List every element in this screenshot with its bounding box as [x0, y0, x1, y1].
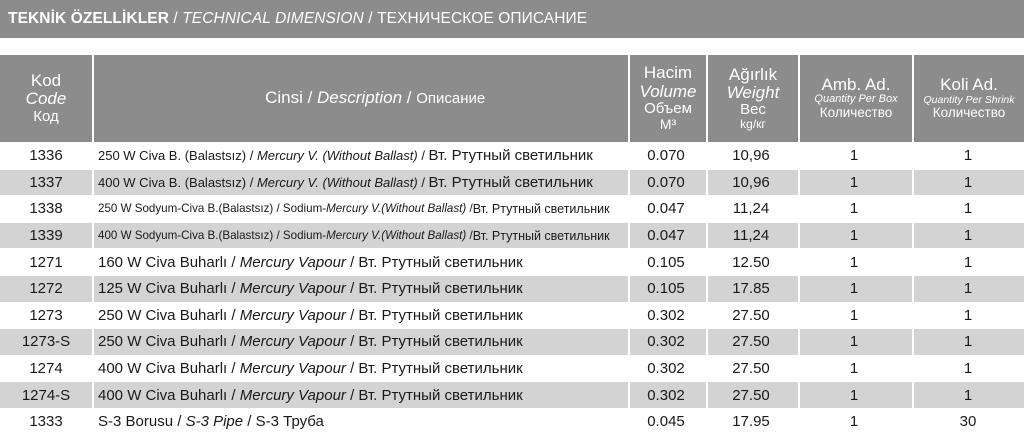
cell-volume: 0.302: [647, 386, 685, 404]
desc-ru: Вт. Ртутный светильник: [358, 360, 523, 378]
column-divider: [798, 409, 800, 435]
header-desc-tr: Cinsi: [265, 88, 303, 108]
header-description: [92, 55, 628, 142]
column-divider: [706, 409, 708, 435]
desc-ru: Вт. Ртутный светильник: [358, 306, 523, 324]
cell-weight: 27.50: [732, 386, 770, 404]
column-divider: [912, 196, 914, 222]
desc-sep-2: /: [417, 174, 429, 190]
desc-sep-2: /: [345, 280, 359, 298]
cell-description: [98, 409, 626, 435]
cell-amb: 1: [849, 173, 859, 191]
cell-description: [98, 196, 626, 222]
cell-weight: 10,96: [732, 147, 770, 165]
desc-tr: 125 W Civa Buharlı: [98, 280, 228, 298]
column-divider: [912, 303, 914, 329]
column-divider: [628, 356, 630, 382]
desc-ru: Вт. Ртутный светильник: [358, 253, 523, 271]
header-volume-en: Volume: [639, 81, 697, 101]
column-divider: [628, 409, 630, 435]
column-divider: [912, 382, 914, 408]
column-divider: [92, 276, 94, 302]
desc-sep-2: /: [466, 202, 473, 216]
desc-sep-2: /: [345, 386, 359, 404]
cell-amb: 1: [849, 227, 859, 245]
cell-description: [98, 223, 626, 249]
title-sep-2: /: [363, 10, 378, 27]
cell-code: 1337: [29, 173, 63, 191]
column-divider: [706, 276, 708, 302]
desc-en: Mercury Vapour: [239, 306, 346, 324]
table-row: [0, 275, 1024, 302]
cell-code: 1274: [29, 360, 63, 378]
header-weight-en: Weight: [726, 82, 780, 102]
cell-description: [98, 382, 626, 408]
desc-tr: 400 W Civa Buharlı: [98, 386, 228, 404]
column-divider: [628, 329, 630, 355]
title-sep-1: /: [169, 10, 183, 27]
header-amb-ru: Количество: [819, 105, 893, 121]
header-desc-sep-1: /: [302, 88, 318, 108]
desc-sep-1: /: [227, 280, 240, 298]
desc-ru: Вт. Ртутный светильник: [358, 333, 523, 351]
table-body: [0, 142, 1024, 435]
header-amb-tr: Amb. Ad.: [821, 75, 891, 95]
column-divider: [912, 223, 914, 249]
desc-ru: Вт. Ртутный светильник: [428, 173, 593, 191]
title-bar: [0, 0, 1024, 38]
header-koli: [912, 55, 1024, 142]
column-divider: [628, 196, 630, 222]
column-divider: [798, 303, 800, 329]
cell-volume: 0.047: [647, 227, 685, 245]
table-row: [0, 408, 1024, 435]
desc-sep-1: /: [246, 174, 257, 190]
cell-weight: 10,96: [732, 173, 770, 191]
header-code-ru: Код: [33, 107, 59, 125]
cell-koli: 1: [963, 173, 973, 191]
cell-code: 1273: [29, 306, 63, 324]
column-divider: [706, 196, 708, 222]
desc-ru: Вт. Ртутный светильник: [358, 386, 523, 404]
header-volume-ru: Объем: [644, 100, 692, 118]
cell-koli: 1: [963, 227, 973, 245]
desc-en: Mercury V.(Without Ballast): [326, 202, 467, 216]
cell-description: [98, 329, 626, 355]
cell-koli: 1: [963, 360, 973, 378]
desc-ru: Вт. Ртутный светильник: [472, 228, 610, 243]
cell-volume: 0.302: [647, 360, 685, 378]
cell-volume: 0.047: [647, 200, 685, 218]
header-volume-tr: Hacim: [643, 63, 693, 83]
desc-tr: 250 W Civa B. (Balastsız): [98, 148, 247, 164]
desc-sep-1: /: [227, 253, 240, 271]
cell-code: 1338: [29, 200, 63, 218]
cell-amb: 1: [849, 360, 859, 378]
column-divider: [706, 143, 708, 169]
table-row: [0, 381, 1024, 408]
cell-code: 1272: [29, 280, 63, 298]
desc-ru: Вт. Ртутный светильник: [358, 280, 523, 298]
desc-en: Mercury Vapour: [239, 253, 346, 271]
column-divider: [798, 356, 800, 382]
cell-volume: 0.105: [647, 280, 685, 298]
column-divider: [628, 382, 630, 408]
desc-tr: 400 W Sodyum-Civa B.(Balastsız) / Sodium-: [98, 229, 327, 243]
column-divider: [798, 143, 800, 169]
column-divider: [912, 329, 914, 355]
column-divider: [92, 303, 94, 329]
desc-en: Mercury Vapour: [239, 360, 346, 378]
column-divider: [798, 249, 800, 275]
cell-amb: 1: [849, 147, 859, 165]
column-divider: [92, 196, 94, 222]
column-divider: [798, 276, 800, 302]
column-divider: [706, 382, 708, 408]
header-koli-ru: Количество: [932, 105, 1006, 121]
desc-sep-2: /: [345, 360, 359, 378]
column-divider: [92, 170, 94, 196]
cell-code: 1274-S: [21, 386, 71, 404]
header-desc-sep-2: /: [402, 88, 417, 108]
table-row: [0, 302, 1024, 329]
column-divider: [912, 356, 914, 382]
table-row: [0, 142, 1024, 169]
column-divider: [92, 143, 94, 169]
desc-sep-2: /: [345, 253, 359, 271]
column-divider: [798, 329, 800, 355]
table-row: [0, 355, 1024, 382]
header-weight-unit: kg/кг: [740, 117, 766, 132]
cell-description: [98, 356, 626, 382]
cell-weight: 11,24: [732, 200, 770, 218]
desc-sep-1: /: [173, 413, 186, 431]
cell-amb: 1: [849, 333, 859, 351]
desc-en: S-3 Pipe: [185, 413, 244, 431]
desc-sep-2: /: [466, 229, 473, 243]
column-divider: [798, 196, 800, 222]
table-row: [0, 222, 1024, 249]
cell-volume: 0.105: [647, 253, 685, 271]
column-divider: [798, 223, 800, 249]
header-code: [0, 55, 92, 142]
cell-volume: 0.070: [647, 147, 685, 165]
column-divider: [628, 143, 630, 169]
cell-koli: 1: [963, 306, 973, 324]
desc-tr: 250 W Civa Buharlı: [98, 306, 228, 324]
cell-description: [98, 170, 626, 196]
title-en: TECHNICAL DIMENSION: [182, 10, 364, 27]
column-divider: [706, 329, 708, 355]
cell-code: 1333: [29, 413, 63, 431]
cell-volume: 0.302: [647, 306, 685, 324]
desc-sep-1: /: [227, 306, 240, 324]
cell-amb: 1: [849, 413, 859, 431]
desc-sep-1: /: [227, 386, 240, 404]
cell-description: [98, 249, 626, 275]
cell-amb: 1: [849, 306, 859, 324]
column-divider: [912, 409, 914, 435]
header-koli-tr: Koli Ad.: [940, 75, 998, 95]
cell-koli: 1: [963, 200, 973, 218]
cell-code: 1271: [29, 253, 63, 271]
desc-ru: Вт. Ртутный светильник: [428, 147, 593, 165]
column-divider: [706, 223, 708, 249]
cell-amb: 1: [849, 253, 859, 271]
cell-koli: 1: [963, 280, 973, 298]
desc-sep-2: /: [345, 333, 359, 351]
cell-koli: 1: [963, 253, 973, 271]
cell-amb: 1: [849, 280, 859, 298]
column-divider: [912, 276, 914, 302]
cell-koli: 1: [963, 333, 973, 351]
column-divider: [912, 170, 914, 196]
desc-ru: Вт. Ртутный светильник: [472, 201, 610, 216]
cell-weight: 17.85: [732, 280, 770, 298]
cell-weight: 27.50: [732, 360, 770, 378]
desc-tr: 250 W Civa Buharlı: [98, 333, 228, 351]
desc-tr: 160 W Civa Buharlı: [98, 253, 228, 271]
cell-weight: 12.50: [732, 253, 770, 271]
desc-ru: Труба: [283, 413, 324, 431]
desc-en: Mercury Vapour: [239, 333, 346, 351]
cell-volume: 0.070: [647, 173, 685, 191]
header-volume: [628, 55, 706, 142]
spacer: [0, 38, 1024, 55]
column-divider: [92, 223, 94, 249]
column-divider: [706, 356, 708, 382]
column-divider: [798, 170, 800, 196]
cell-amb: 1: [849, 200, 859, 218]
header-weight-tr: Ağırlık: [728, 64, 778, 84]
column-divider: [92, 356, 94, 382]
column-divider: [706, 170, 708, 196]
cell-weight: 27.50: [732, 333, 770, 351]
cell-amb: 1: [849, 386, 859, 404]
header-code-en: Code: [25, 89, 67, 109]
table-row: [0, 195, 1024, 222]
desc-sep-1: /: [227, 360, 240, 378]
cell-description: [98, 276, 626, 302]
column-divider: [628, 170, 630, 196]
column-divider: [92, 382, 94, 408]
column-divider: [912, 249, 914, 275]
column-divider: [706, 249, 708, 275]
column-divider: [628, 249, 630, 275]
desc-tr: S-3 Borusu: [98, 413, 174, 431]
title-tr: TEKNİK ÖZELLİKLER: [8, 10, 169, 27]
cell-volume: 0.045: [647, 413, 685, 431]
header-desc-en: Description: [317, 88, 403, 108]
desc-en: Mercury Vapour: [239, 280, 346, 298]
cell-volume: 0.302: [647, 333, 685, 351]
desc-en: Mercury V. (Without Ballast): [256, 148, 418, 164]
desc-tr: 250 W Sodyum-Civa B.(Balastsız) / Sodium-: [98, 202, 327, 216]
table-row: [0, 169, 1024, 196]
cell-code: 1273-S: [21, 333, 71, 351]
header-amb: [798, 55, 912, 142]
table-row: [0, 328, 1024, 355]
column-divider: [628, 276, 630, 302]
header-volume-unit: M³: [659, 116, 677, 133]
desc-tr: 400 W Civa Buharlı: [98, 360, 228, 378]
table-row: [0, 248, 1024, 275]
column-divider: [628, 223, 630, 249]
desc-sep-1: /: [246, 148, 257, 164]
column-divider: [628, 303, 630, 329]
cell-koli: 1: [963, 147, 973, 165]
column-divider: [92, 409, 94, 435]
desc-sep-2: / S-3: [243, 413, 284, 431]
column-divider: [912, 143, 914, 169]
cell-weight: 27.50: [732, 306, 770, 324]
desc-tr: 400 W Civa B. (Balastsız): [98, 174, 247, 190]
table-header: [0, 55, 1024, 142]
title-ru: ТЕХНИЧЕСКОЕ ОПИСАНИЕ: [377, 10, 588, 27]
cell-weight: 17.95: [732, 413, 770, 431]
cell-code: 1336: [29, 147, 63, 165]
desc-sep-2: /: [417, 148, 429, 164]
column-divider: [92, 249, 94, 275]
header-weight-ru: Вес: [740, 101, 766, 119]
column-divider: [92, 329, 94, 355]
cell-code: 1339: [29, 227, 63, 245]
cell-description: [98, 303, 626, 329]
cell-description: [98, 143, 626, 169]
cell-koli: 30: [959, 413, 977, 431]
header-desc-ru: Описание: [416, 90, 486, 108]
desc-sep-1: /: [227, 333, 240, 351]
header-amb-en: Quantity Per Box: [814, 93, 898, 106]
column-divider: [706, 303, 708, 329]
desc-sep-2: /: [345, 306, 359, 324]
column-divider: [798, 382, 800, 408]
desc-en: Mercury V. (Without Ballast): [256, 174, 418, 190]
header-koli-en: Quantity Per Shrink: [923, 93, 1015, 106]
cell-weight: 11,24: [732, 227, 770, 245]
header-weight: [706, 55, 798, 142]
cell-koli: 1: [963, 386, 973, 404]
header-code-tr: Kod: [30, 71, 62, 91]
desc-en: Mercury V.(Without Ballast): [326, 229, 467, 243]
desc-en: Mercury Vapour: [239, 386, 346, 404]
